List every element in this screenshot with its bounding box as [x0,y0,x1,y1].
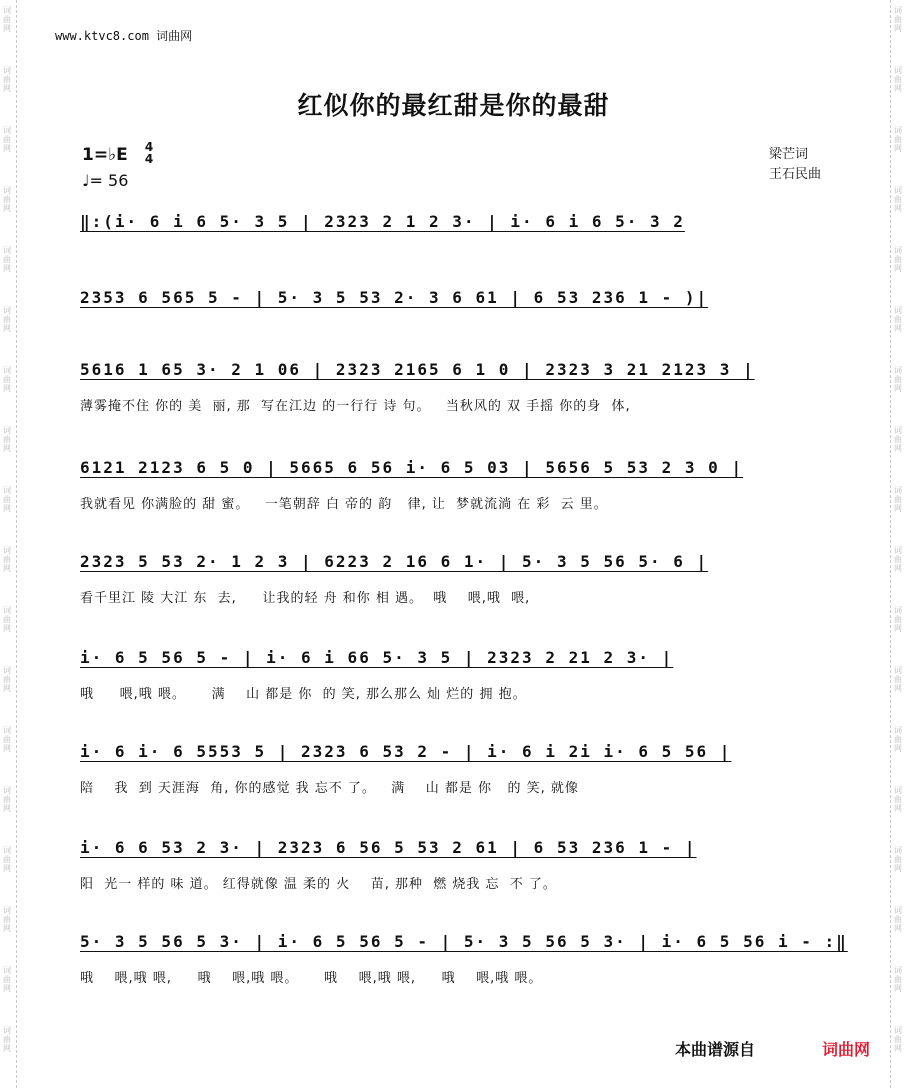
lyrics-line: 薄雾掩不住 你的 美 丽, 那 写在江边 的一行行 诗 句。 当秋风的 双 手摇 你的身 体, [80,399,631,414]
watermark-text: 词 曲 网 [894,66,902,93]
score-row [80,838,830,898]
left-watermark-strip [0,0,17,1088]
footer-logo[interactable]: 词曲网 [822,1040,871,1059]
watermark-text: 词 曲 网 [894,666,902,693]
watermark-text: 词 曲 网 [3,666,11,693]
watermark-text: 词 曲 网 [894,426,902,453]
score-row [80,288,830,348]
watermark-text: 词 曲 网 [3,6,11,33]
notation-line: 5616 1 65 3· 2 1 06 | 2323 2165 6 1 0 | 2323 3 21 2123 3 | [80,360,755,379]
watermark-text: 词 曲 网 [894,126,902,153]
watermark-text: 词 曲 网 [3,246,11,273]
score-row [80,932,848,992]
notation-line: i· 6 i· 6 5553 5 | 2323 6 53 2 - | i· 6 i 2i i· 6 5 56 | [80,742,732,761]
notation-line: i· 6 6 53 2 3· | 2323 6 56 5 53 2 61 | 6 53 236 1 - | [80,838,697,857]
song-title: 红似你的最红甜是你的最甜 [297,91,610,120]
watermark-text: 词 曲 网 [3,306,11,333]
lyrics-line: 我就看见 你满脸的 甜 蜜。 一笔朝辞 白 帝的 韵 律, 让 梦就流淌 在 彩 云 里。 [80,497,608,512]
watermark-text: 词 曲 网 [894,966,902,993]
watermark-text: 词 曲 网 [894,366,902,393]
watermark-text: 词 曲 网 [3,606,11,633]
composer-credit: 王石民曲 [769,167,822,182]
notation-line: 6121 2123 6 5 0 | 5665 6 56 i· 6 5 03 | 5656 5 53 2 3 0 | [80,458,744,477]
score-row [80,458,830,518]
watermark-text: 词 曲 网 [3,1026,11,1053]
score-row [80,212,830,272]
watermark-text: 词 曲 网 [894,306,902,333]
tempo-marking: ♩= 56 [82,171,129,190]
watermark-text: 词 曲 网 [3,126,11,153]
score-row [80,742,830,802]
watermark-text: 词 曲 网 [894,726,902,753]
lyrics-line: 陪 我 到 天涯海 角, 你的感觉 我 忘不 了。 满 山 都是 你 的 笑, 就像 [80,781,579,796]
score-row [80,552,830,612]
time-signature [143,141,155,165]
watermark-text: 词 曲 网 [894,786,902,813]
watermark-text: 词 曲 网 [3,486,11,513]
watermark-text: 词 曲 网 [3,906,11,933]
watermark-text: 词 曲 网 [894,186,902,213]
right-watermark-strip [890,0,907,1088]
score-row [80,648,830,708]
footer-source-label: 本曲谱源自 [675,1040,756,1059]
watermark-text: 词 曲 网 [3,186,11,213]
notation-line: ‖:(i· 6 i 6 5· 3 5 | 2323 2 1 2 3· | i· 6 i 6 5· 3 2 [80,212,685,231]
notation-line: 2323 5 53 2· 1 2 3 | 6223 2 16 6 1· | 5· 3 5 56 5· 6 | [80,552,709,571]
watermark-text: 词 曲 网 [894,846,902,873]
site-url-text[interactable]: www.ktvc8.com [55,29,149,43]
watermark-text: 词 曲 网 [3,426,11,453]
watermark-text: 词 曲 网 [3,726,11,753]
watermark-text: 词 曲 网 [894,606,902,633]
notation-line: i· 6 5 56 5 - | i· 6 i 66 5· 3 5 | 2323 2 21 2 3· | [80,648,674,667]
watermark-text: 词 曲 网 [3,846,11,873]
lyrics-line: 哦 喂,哦 喂, 哦 喂,哦 喂。 哦 喂,哦 喂, 哦 喂,哦 喂。 [80,971,543,986]
meter-bottom: 4 [144,152,154,166]
watermark-text: 词 曲 网 [894,906,902,933]
watermark-text: 词 曲 网 [894,486,902,513]
watermark-text: 词 曲 网 [3,966,11,993]
lyrics-line: 哦 喂,哦 喂。 满 山 都是 你 的 笑, 那么那么 灿 烂的 拥 抱。 [80,687,527,702]
key-signature: 1=♭E [82,145,128,165]
notation-line: 2353 6 565 5 - | 5· 3 5 53 2· 3 6 61 | 6 53 236 1 - )| [80,288,709,307]
watermark-text: 词 曲 网 [3,546,11,573]
meter-top: 4 [144,140,154,154]
watermark-text: 词 曲 网 [3,366,11,393]
lyrics-line: 看千里江 陵 大江 东 去, 让我的轻 舟 和你 相 遇。 哦 喂,哦 喂, [80,591,531,606]
watermark-text: 词 曲 网 [894,1026,902,1053]
lyrics-line: 阳 光一 样的 味 道。 红得就像 温 柔的 火 苗, 那种 燃 烧我 忘 不 了。 [80,877,557,892]
watermark-text: 词 曲 网 [894,6,902,33]
lyricist-credit: 梁芒词 [769,147,809,162]
watermark-text: 词 曲 网 [894,246,902,273]
site-url[interactable] [55,27,192,44]
watermark-text: 词 曲 网 [894,546,902,573]
watermark-text: 词 曲 网 [3,786,11,813]
watermark-text: 词 曲 网 [3,66,11,93]
site-name[interactable]: 词曲网 [156,29,193,43]
notation-line: 5· 3 5 56 5 3· | i· 6 5 56 5 - | 5· 3 5 56 5 3· | i· 6 5 56 i - :‖ [80,932,848,951]
score-row [80,360,830,420]
